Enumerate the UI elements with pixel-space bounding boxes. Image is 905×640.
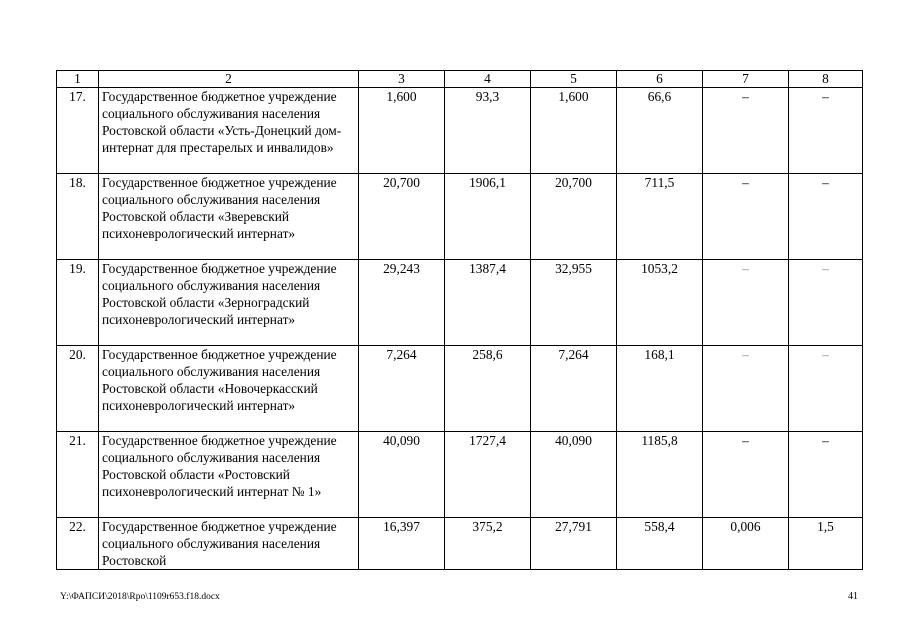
institution-name: Государственное бюджетное учреждение социального обслуживания населения Ростовской	[99, 518, 359, 570]
data-table	[56, 70, 863, 570]
table-cell: 66,6	[617, 88, 703, 174]
table-cell: 711,5	[617, 174, 703, 260]
institution-name: Государственное бюджетное учреждение социального обслуживания населения Ростовской области «Ростовский психоневрологический интернат № 1»	[99, 432, 359, 518]
column-header: 5	[531, 71, 617, 88]
table-cell: –	[703, 432, 789, 518]
row-number: 22.	[57, 518, 99, 570]
table-cell: 16,397	[359, 518, 445, 570]
column-header: 2	[99, 71, 359, 88]
row-number: 19.	[57, 260, 99, 346]
table-cell: –	[789, 174, 863, 260]
table-cell: 27,791	[531, 518, 617, 570]
table-cell: –	[789, 260, 863, 346]
table-cell: 29,243	[359, 260, 445, 346]
table-cell: 32,955	[531, 260, 617, 346]
table-cell: 1906,1	[445, 174, 531, 260]
table-cell: 40,090	[359, 432, 445, 518]
table-cell: 1,600	[359, 88, 445, 174]
table-cell: 1,5	[789, 518, 863, 570]
table-cell: –	[703, 88, 789, 174]
column-header: 6	[617, 71, 703, 88]
table-cell: 1,600	[531, 88, 617, 174]
table-cell: 1387,4	[445, 260, 531, 346]
institution-name: Государственное бюджетное учреждение социального обслуживания населения Ростовской области «Новочеркасский психоневрологический интернат»	[99, 346, 359, 432]
table-cell: –	[789, 432, 863, 518]
table-cell: 168,1	[617, 346, 703, 432]
table-row	[57, 432, 863, 518]
header-row	[57, 71, 863, 88]
footer-file-path: Y:\ФАПСИ\2018\Rpo\1109r653.f18.docx	[60, 592, 220, 602]
column-header: 4	[445, 71, 531, 88]
table-cell: 7,264	[531, 346, 617, 432]
table-cell: 40,090	[531, 432, 617, 518]
table-cell: 93,3	[445, 88, 531, 174]
table-cell: –	[789, 346, 863, 432]
table-cell: –	[703, 174, 789, 260]
table-cell: 20,700	[531, 174, 617, 260]
institution-name: Государственное бюджетное учреждение социального обслуживания населения Ростовской области «Зверевский психоневрологический интернат»	[99, 174, 359, 260]
page-number: 41	[848, 591, 858, 602]
column-header: 8	[789, 71, 863, 88]
table-cell: 7,264	[359, 346, 445, 432]
table-cell: 1727,4	[445, 432, 531, 518]
row-number: 17.	[57, 88, 99, 174]
table-cell: –	[703, 260, 789, 346]
table-row	[57, 346, 863, 432]
row-number: 18.	[57, 174, 99, 260]
institution-name: Государственное бюджетное учреждение социального обслуживания населения Ростовской области «Усть-Донецкий дом-интернат для престарелых и инвалидов»	[99, 88, 359, 174]
institution-name: Государственное бюджетное учреждение социального обслуживания населения Ростовской области «Зерноградский психоневрологический интернат»	[99, 260, 359, 346]
table-cell: 558,4	[617, 518, 703, 570]
column-header: 3	[359, 71, 445, 88]
row-number: 21.	[57, 432, 99, 518]
column-header: 1	[57, 71, 99, 88]
table-row	[57, 174, 863, 260]
table-cell: 1053,2	[617, 260, 703, 346]
table-row	[57, 518, 863, 570]
table-row	[57, 88, 863, 174]
table-cell: 20,700	[359, 174, 445, 260]
table-cell: –	[789, 88, 863, 174]
table-row	[57, 260, 863, 346]
column-header: 7	[703, 71, 789, 88]
table-cell: 1185,8	[617, 432, 703, 518]
table-cell: 258,6	[445, 346, 531, 432]
row-number: 20.	[57, 346, 99, 432]
table-cell: 375,2	[445, 518, 531, 570]
table-cell: –	[703, 346, 789, 432]
table-cell: 0,006	[703, 518, 789, 570]
